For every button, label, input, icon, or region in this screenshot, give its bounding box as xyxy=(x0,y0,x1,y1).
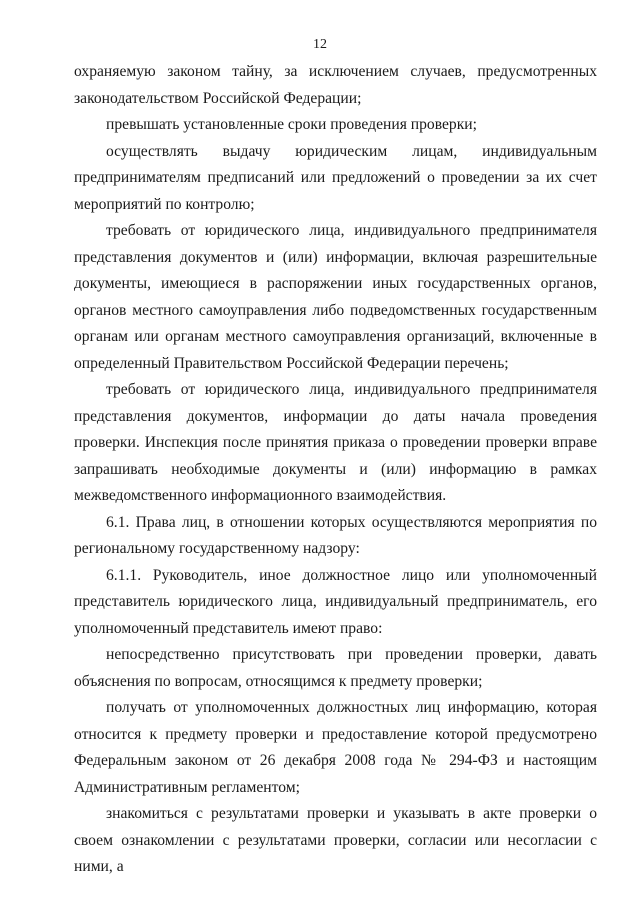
paragraph: осуществлять выдачу юридическим лицам, индивидуальным предпринимателям предписаний или предложений о проведении за их счет мероприятий по контролю; xyxy=(74,142,597,213)
paragraph: знакомиться с результатами проверки и указывать в акте проверки о своем ознакомлении с результатами проверки, согласии или несогласии с ними, а xyxy=(74,805,597,875)
paragraph: 6.1.1. Руководитель, иное должностное лицо или уполномоченный представитель юридического лица, индивидуальный предприниматель, его уполномоченный представитель имеют право: xyxy=(74,566,597,637)
paragraph: непосредственно присутствовать при проведении проверки, давать объяснения по вопросам, относящимся к предмету проверки; xyxy=(74,646,597,690)
paragraph: требовать от юридического лица, индивидуального предпринимателя представления документов и (или) информации, включая разрешительные документы, имеющиеся в распоряжении иных государственных органов, органов местного самоуправления либо подведомственных государственным органам или органам местного самоуправления организаций, включенные в определенный Правительством Российской Федерации перечень; xyxy=(74,222,597,372)
document-body xyxy=(74,59,597,881)
paragraph: 6.1. Права лиц, в отношении которых осуществляются мероприятия по региональному государственному надзору: xyxy=(74,513,597,557)
paragraph: требовать от юридического лица, индивидуального предпринимателя представления документов, информации до даты начала проведения проверки. Инспекция после принятия приказа о проведении проверки вправе запрашивать необходимые документы и (или) информацию в рамках межведомственного информационного взаимодействия. xyxy=(74,381,597,504)
page-number: 12 xyxy=(313,37,327,52)
paragraph-continuation: охраняемую законом тайну, за исключением случаев, предусмотренных законодательством Российской Федерации; xyxy=(74,63,597,107)
paragraph: превышать установленные сроки проведения проверки; xyxy=(106,116,477,133)
paragraph: получать от уполномоченных должностных лиц информацию, которая относится к предмету проверки и предоставление которой предусмотрено Федеральным законом от 26 декабря 2008 года № 294-ФЗ и настоящим Административным регламентом; xyxy=(74,699,597,796)
